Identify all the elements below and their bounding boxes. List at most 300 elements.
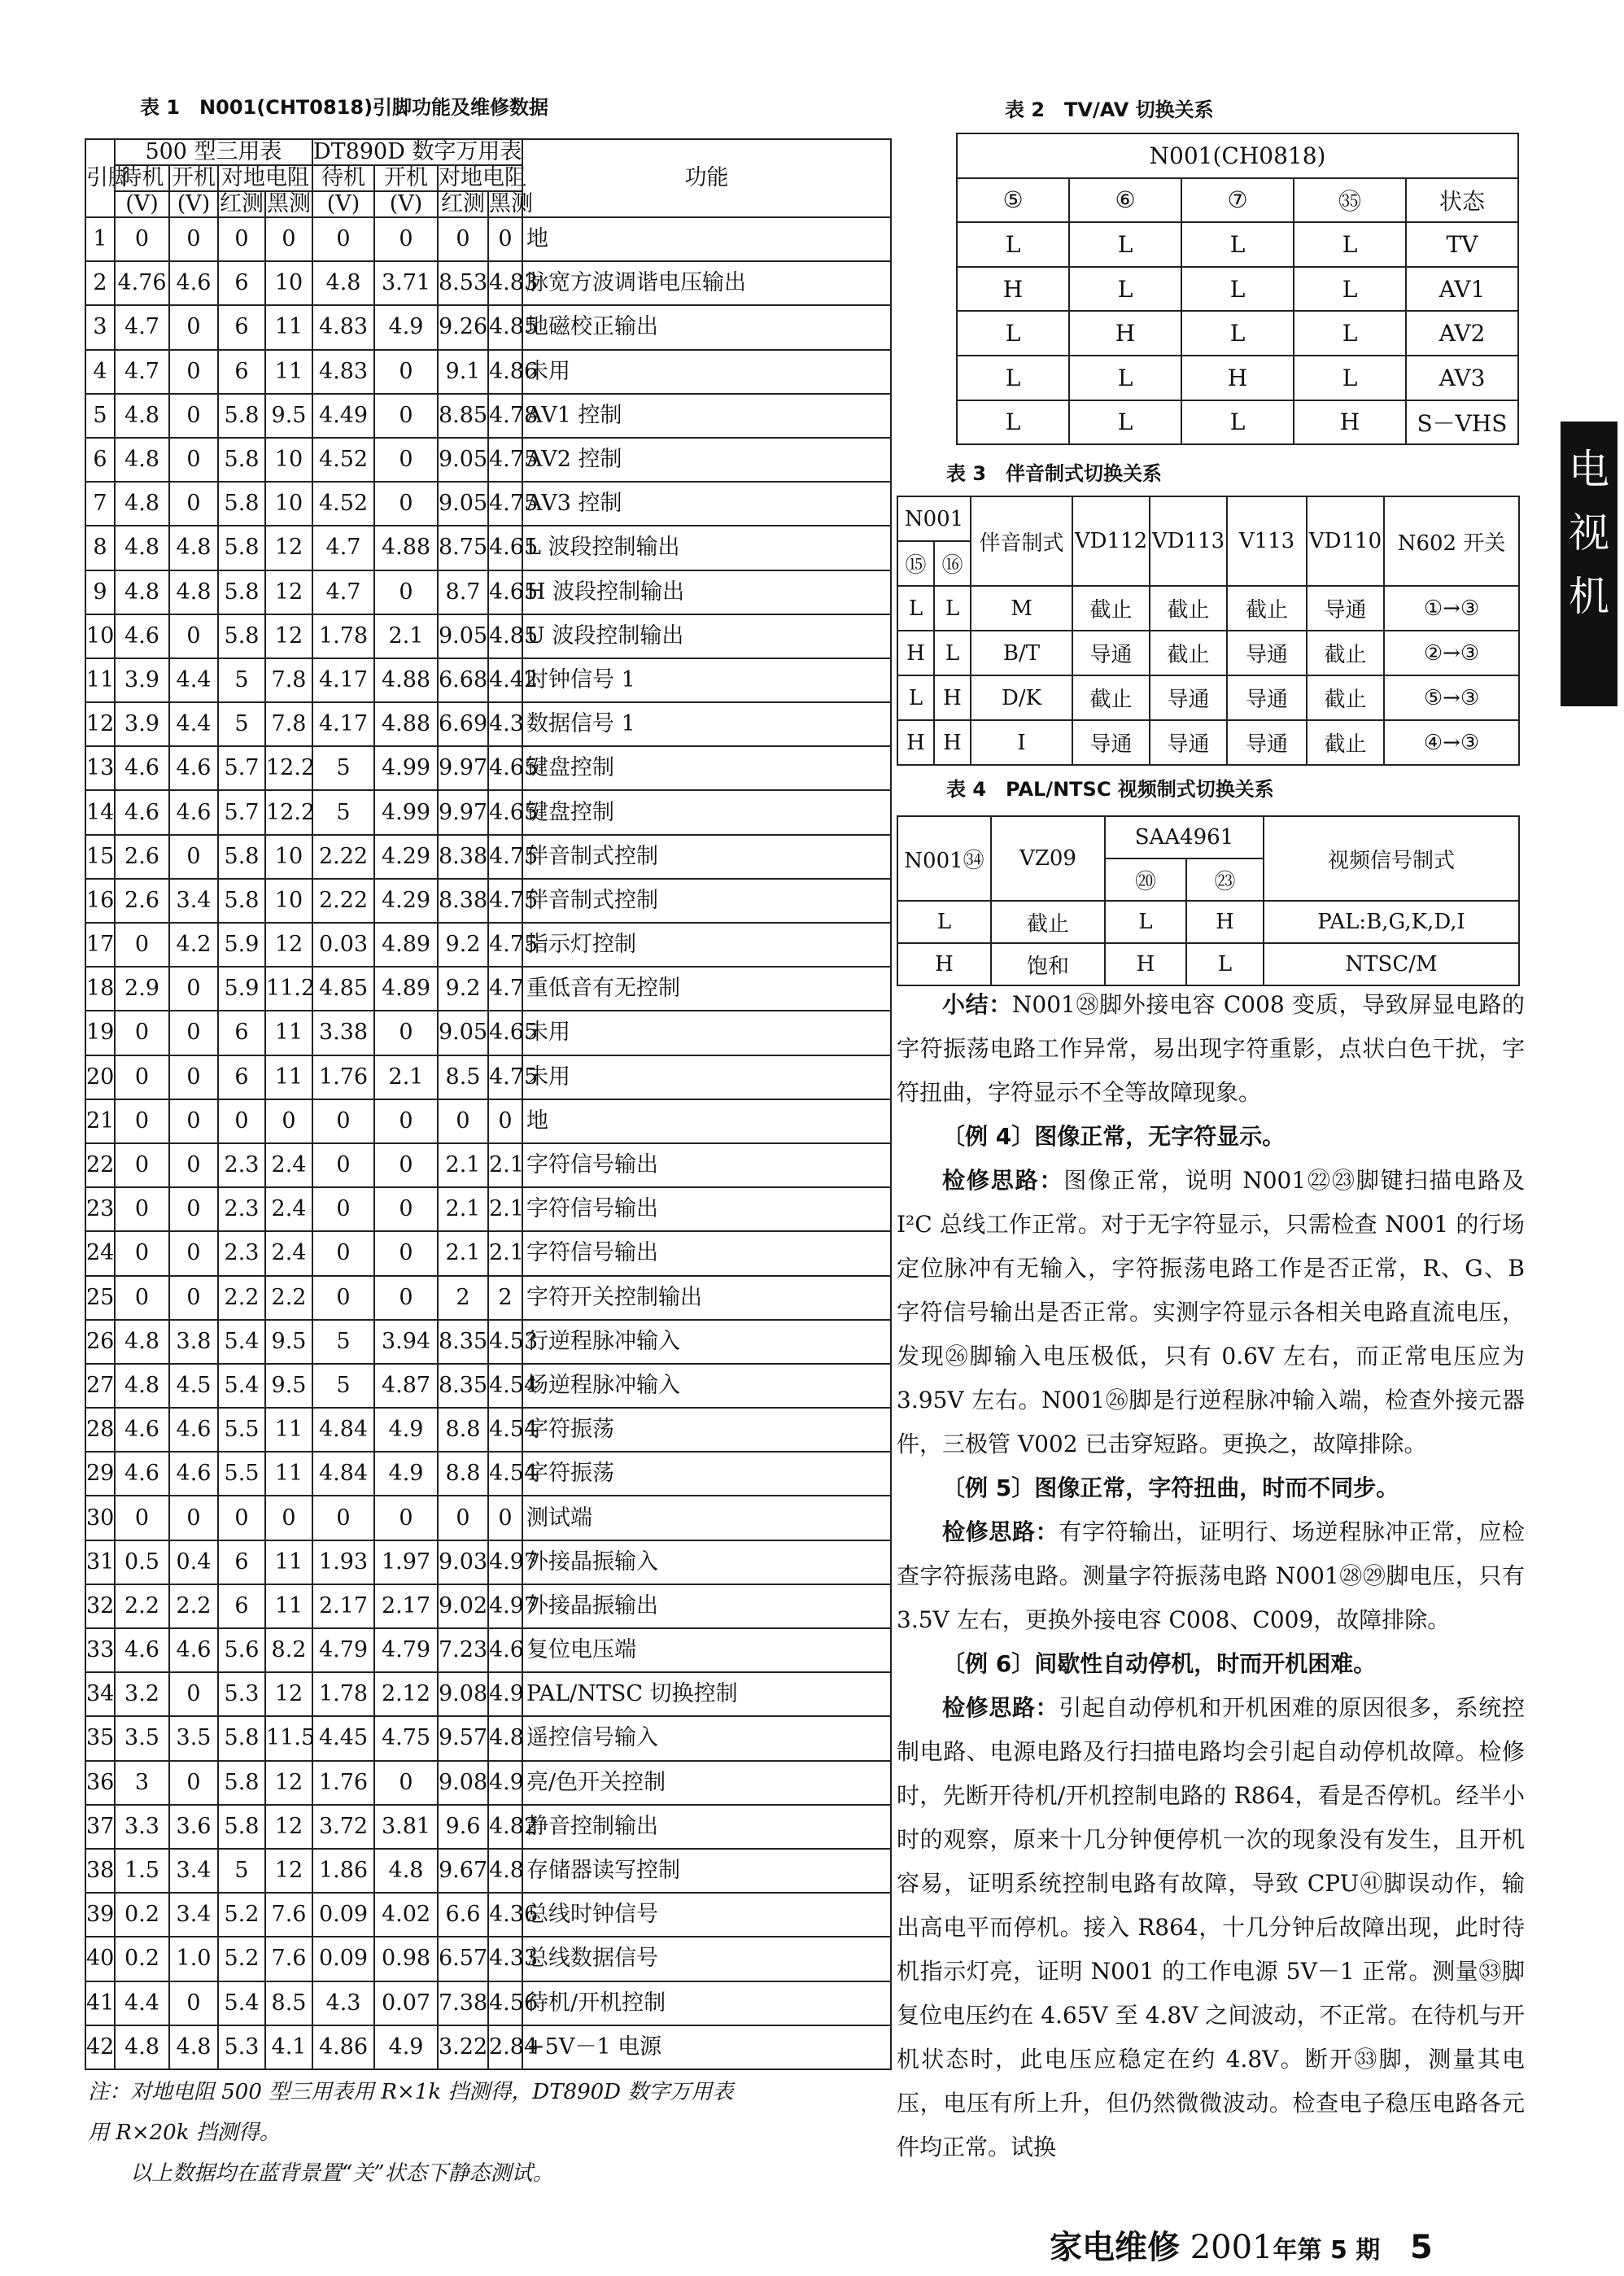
t4-h-saa: SAA4961 (1105, 816, 1264, 858)
table-cell: 7.6 (265, 1893, 312, 1937)
table-cell: 11 (265, 1408, 312, 1452)
table-cell: 2.1 (438, 1187, 488, 1231)
table-row (85, 1672, 891, 1716)
t3-h-n001: N001 (897, 496, 971, 541)
table-cell: 8.8 (438, 1408, 488, 1452)
table-cell: 27 (85, 1364, 115, 1408)
table1-note-3: 以上数据均在蓝背景置“关”状态下静态测试。 (130, 2161, 554, 2186)
table-cell: 0 (169, 1496, 218, 1540)
table-cell: 7.6 (265, 1937, 312, 1981)
table-cell: 21 (85, 1099, 115, 1143)
table-cell: 8.5 (438, 1055, 488, 1099)
table-cell: 键盘控制 (522, 790, 891, 834)
table-cell: 12 (265, 526, 312, 570)
t1-h-red2: 红测 (438, 191, 488, 217)
table-cell: 0 (374, 1496, 438, 1540)
table-cell: 2.17 (374, 1584, 438, 1628)
t1-h-volt4: (V) (374, 191, 438, 217)
table-cell: 3 (115, 1761, 169, 1805)
table-cell: 5.3 (218, 1672, 265, 1716)
table-cell: 7.8 (265, 658, 312, 702)
table-cell: H (897, 631, 934, 675)
table-cell: 5.8 (218, 835, 265, 879)
summary-paragraph: 小结：N001㉘脚外接电容 C008 变质，导致屏显电路的字符振荡电路工作异常，易出现字符重影，点状白色干扰，字符扭曲，字符显示不全等故障现象。 (897, 991, 1525, 1106)
table-cell: 11 (265, 1011, 312, 1055)
table-cell: 4.7 (488, 967, 522, 1011)
table-cell: I (971, 720, 1072, 765)
table-row (957, 267, 1518, 312)
table-cell: 复位电压端 (522, 1628, 891, 1672)
table-cell: 4.9 (374, 1408, 438, 1452)
table-cell: 3.8 (169, 1320, 218, 1364)
table-cell: 6.68 (438, 658, 488, 702)
table-cell: H (1294, 400, 1406, 445)
table-cell: 0 (312, 1496, 374, 1540)
header-cell: 状态 (1406, 178, 1518, 223)
table-cell: 4.1 (265, 2025, 312, 2069)
table-cell: 0 (374, 482, 438, 526)
table-cell: 字符振荡 (522, 1408, 891, 1452)
table-cell: 2.6 (115, 835, 169, 879)
table-cell: 12 (265, 1761, 312, 1805)
table-row (897, 720, 1519, 765)
table-cell: 2.2 (218, 1276, 265, 1320)
table-cell: 截止 (1307, 631, 1384, 675)
table-cell: 5.8 (218, 1805, 265, 1849)
table-cell: ②→③ (1384, 631, 1519, 675)
table-cell: 4.9 (374, 1452, 438, 1496)
table-cell: 18 (85, 967, 115, 1011)
table-cell: 0 (312, 217, 374, 261)
table-cell: AV3 控制 (522, 482, 891, 526)
table-cell: 4.4 (169, 702, 218, 746)
header-cell: ㉟ (1294, 178, 1406, 223)
table-cell: 0 (115, 1143, 169, 1187)
table-cell: 地磁校正输出 (522, 305, 891, 349)
table-cell: 0 (169, 967, 218, 1011)
table-cell: 4.9 (488, 1761, 522, 1805)
table-cell: 4.2 (169, 923, 218, 967)
table-row (85, 570, 891, 614)
table-cell: 9.26 (438, 305, 488, 349)
table-cell: M (971, 586, 1072, 631)
table-cell: 28 (85, 1408, 115, 1452)
table-cell: 0 (265, 1496, 312, 1540)
table1-caption: 表 1 N001(CHT0818)引脚功能及维修数据 (140, 96, 549, 119)
table-cell: 截止 (1227, 586, 1307, 631)
table-cell: 0.09 (312, 1893, 374, 1937)
table-cell: 4.56 (488, 1981, 522, 2025)
table-cell: 4.5 (169, 1364, 218, 1408)
table-cell: 4.8 (488, 1716, 522, 1760)
table-cell: 19 (85, 1011, 115, 1055)
table-cell: 0 (115, 217, 169, 261)
table-row (897, 675, 1519, 720)
table-cell: 3.6 (169, 1805, 218, 1849)
table-cell: 0.07 (374, 1981, 438, 2025)
table-cell: 4.6 (115, 1628, 169, 1672)
t1-h-on: 开机 (169, 165, 218, 191)
table-cell: 0 (438, 1496, 488, 1540)
table-cell: L (934, 631, 971, 675)
table-cell: 4.4 (169, 658, 218, 702)
table-cell: 7.23 (438, 1628, 488, 1672)
table-cell: 0 (488, 1099, 522, 1143)
table-cell: 0 (374, 1231, 438, 1275)
table4-caption: 表 4 PAL/NTSC 视频制式切换关系 (946, 778, 1274, 801)
table-cell: 1.93 (312, 1540, 374, 1584)
table-cell: 2.22 (312, 879, 374, 923)
table-cell: 4.8 (115, 1364, 169, 1408)
table-cell: 5.8 (218, 526, 265, 570)
table-cell: 5 (218, 702, 265, 746)
table-cell: 0 (265, 1099, 312, 1143)
table-cell: 4.17 (312, 658, 374, 702)
table-cell: 导通 (1150, 720, 1227, 765)
table-cell: PAL:B,G,K,D,I (1264, 901, 1519, 943)
table-cell: 4.49 (312, 394, 374, 438)
table-cell: 0 (169, 1672, 218, 1716)
table-cell: 5.9 (218, 923, 265, 967)
table-cell: 0 (169, 614, 218, 658)
table-cell: 静音控制输出 (522, 1805, 891, 1849)
table-cell: L (1294, 311, 1406, 356)
table-cell: 2.12 (374, 1672, 438, 1716)
table-cell: 4.85 (488, 305, 522, 349)
table-row (85, 1320, 891, 1364)
table-cell: 1.0 (169, 1937, 218, 1981)
table-cell: 截止 (1150, 631, 1227, 675)
table-cell: L (1294, 267, 1406, 312)
table-cell: 42 (85, 2025, 115, 2069)
table-cell: 0 (115, 923, 169, 967)
table-cell: 字符信号输出 (522, 1143, 891, 1187)
table-cell: 5.5 (218, 1452, 265, 1496)
table-cell: 12 (265, 1805, 312, 1849)
table-cell: 4.65 (488, 526, 522, 570)
table-cell: 4.6 (488, 1628, 522, 1672)
table-cell: 4.6 (169, 1408, 218, 1452)
table-cell: 4.7 (115, 350, 169, 394)
table-cell: 4.88 (374, 658, 438, 702)
table-cell: 场逆程脉冲输入 (522, 1364, 891, 1408)
table-cell: 伴音制式控制 (522, 879, 891, 923)
table-cell: 4.42 (488, 658, 522, 702)
table-cell: 0 (312, 1276, 374, 1320)
table-cell: L (897, 586, 934, 631)
table-cell: 9.5 (265, 1364, 312, 1408)
t1-h-func: 功能 (522, 139, 891, 217)
table-cell: 10 (265, 482, 312, 526)
table-cell: 5.8 (218, 438, 265, 482)
table-cell: U 波段控制输出 (522, 614, 891, 658)
table-cell: 4.83 (312, 350, 374, 394)
table-cell: 0.98 (374, 1937, 438, 1981)
table-cell: 2.1 (488, 1187, 522, 1231)
table-cell: 8.7 (438, 570, 488, 614)
table-cell: 存储器读写控制 (522, 1849, 891, 1893)
t1-h-meterdt: DT890D 数字万用表 (313, 139, 522, 164)
table-cell: 0 (169, 1099, 218, 1143)
table-cell: 8.35 (438, 1320, 488, 1364)
table-cell: 4.89 (374, 967, 438, 1011)
table-cell: 4.65 (488, 570, 522, 614)
table-row (85, 835, 891, 879)
table-cell: 9.2 (438, 967, 488, 1011)
table-cell: 字符开关控制输出 (522, 1276, 891, 1320)
table-cell: 4.6 (115, 614, 169, 658)
table-cell: 12 (265, 1849, 312, 1893)
table-cell: 2.22 (312, 835, 374, 879)
table-cell: 4.8 (115, 2025, 169, 2069)
table-cell: 9.08 (438, 1761, 488, 1805)
table-cell: L (1069, 356, 1181, 400)
table-cell: +5V－1 电源 (522, 2025, 891, 2069)
table-cell: 40 (85, 1937, 115, 1981)
table-cell: 22 (85, 1143, 115, 1187)
table-cell: 指示灯控制 (522, 923, 891, 967)
table-row (957, 400, 1518, 445)
header-cell: VD112 (1072, 496, 1150, 586)
table-cell: 0 (374, 1143, 438, 1187)
table-cell: 4.8 (115, 1320, 169, 1364)
header-cell: ⑤ (957, 178, 1069, 223)
table-cell: 3.22 (438, 2025, 488, 2069)
table-cell: 11 (265, 1584, 312, 1628)
table-cell: 4.29 (374, 879, 438, 923)
table-cell: 6.6 (438, 1893, 488, 1937)
table-cell: 2.84 (488, 2025, 522, 2069)
table-cell: 23 (85, 1187, 115, 1231)
table-cell: 4.54 (488, 1364, 522, 1408)
example4-heading: 〔例 4〕图像正常，无字符显示。 (942, 1123, 1286, 1150)
table-cell: 0 (115, 1231, 169, 1275)
table-cell: 4.84 (312, 1408, 374, 1452)
table-cell: 9.05 (438, 614, 488, 658)
table-row (957, 222, 1518, 267)
table-row (85, 1496, 891, 1540)
table-cell: 1.78 (312, 614, 374, 658)
t4-h-vz09: VZ09 (991, 816, 1105, 901)
table-cell: 11 (265, 350, 312, 394)
table-cell: AV1 (1406, 267, 1518, 312)
table-cell: 键盘控制 (522, 746, 891, 790)
table-cell: 1.86 (312, 1849, 374, 1893)
table-row (85, 1143, 891, 1187)
table-cell: 8.5 (265, 1981, 312, 2025)
table-cell: D/K (971, 675, 1072, 720)
table-row (897, 943, 1519, 985)
table-cell: 8.38 (438, 879, 488, 923)
t1-h-volt2: (V) (169, 191, 218, 217)
table-row (85, 702, 891, 746)
table-cell: 4.65 (488, 746, 522, 790)
table-cell: 9 (85, 570, 115, 614)
table-cell: 0 (169, 1187, 218, 1231)
table-cell: 待机/开机控制 (522, 1981, 891, 2025)
table-cell: 4.7 (312, 570, 374, 614)
table-cell: 4.99 (374, 746, 438, 790)
table-cell: L (1186, 943, 1264, 985)
table-cell: 30 (85, 1496, 115, 1540)
table-cell: 4.54 (488, 1452, 522, 1496)
table-cell: 4.33 (488, 1937, 522, 1981)
table-cell: 0 (115, 1496, 169, 1540)
table-cell: 0 (169, 835, 218, 879)
table-row (85, 614, 891, 658)
table-row (85, 482, 891, 526)
table-cell: 4.7 (115, 305, 169, 349)
table-cell: 脉宽方波调谐电压输出 (522, 261, 891, 305)
table-cell: 5.2 (218, 1937, 265, 1981)
table-cell: ⑤→③ (1384, 675, 1519, 720)
table-cell: 4.84 (312, 1452, 374, 1496)
table-cell: 4.75 (488, 879, 522, 923)
table-cell: 字符信号输出 (522, 1231, 891, 1275)
table-cell: 截止 (1150, 586, 1227, 631)
table-cell: 亮/色开关控制 (522, 1761, 891, 1805)
table-cell: 9.57 (438, 1716, 488, 1760)
table-cell: 地 (522, 217, 891, 261)
table-cell: 9.97 (438, 790, 488, 834)
table-cell: 字符振荡 (522, 1452, 891, 1496)
table-cell: 4.6 (169, 1452, 218, 1496)
table-cell: 4.65 (488, 790, 522, 834)
table-cell: H (957, 267, 1069, 312)
table-row (85, 746, 891, 790)
table-cell: 2.2 (115, 1584, 169, 1628)
t1-h-red: 红测 (220, 191, 264, 216)
table3-caption: 表 3 伴音制式切换关系 (946, 462, 1163, 485)
t3-h-p16: ⑯ (934, 541, 971, 586)
table-cell: L (957, 311, 1069, 356)
table-cell: 0 (374, 1099, 438, 1143)
table-cell: 20 (85, 1055, 115, 1099)
table-cell: 4.3 (312, 1981, 374, 2025)
table-cell: 25 (85, 1276, 115, 1320)
t4-h-p23: ㉓ (1186, 858, 1264, 901)
table-row (85, 658, 891, 702)
table-cell: 3.2 (115, 1672, 169, 1716)
t3-h-p15: ⑮ (897, 541, 934, 586)
table-cell: 截止 (1072, 675, 1150, 720)
table-cell: 6 (218, 1540, 265, 1584)
table-cell: 4.75 (374, 1716, 438, 1760)
table-cell: 8.75 (438, 526, 488, 570)
table-cell: 12 (265, 1672, 312, 1716)
table-cell: H (897, 720, 934, 765)
table-cell: L (1181, 311, 1294, 356)
table-cell: 4.6 (169, 790, 218, 834)
table-cell: 32 (85, 1584, 115, 1628)
table-row (85, 1628, 891, 1672)
table-cell: 0 (169, 1276, 218, 1320)
issue: 年第 5 期 (1273, 2236, 1381, 2265)
table-cell: 5.8 (218, 570, 265, 614)
table-cell: 4.8 (115, 482, 169, 526)
table-cell: 导通 (1072, 720, 1150, 765)
t1-h-standby2: 待机 (312, 165, 374, 191)
table-row (85, 1761, 891, 1805)
sound-system-table (897, 496, 1520, 766)
table-cell: 导通 (1227, 720, 1307, 765)
table-cell: 1.76 (312, 1055, 374, 1099)
table-row (85, 261, 891, 305)
t4-h-p20: ⑳ (1105, 858, 1186, 901)
table-cell: 时钟信号 1 (522, 658, 891, 702)
header-cell: VD110 (1307, 496, 1384, 586)
table-cell: 4.88 (374, 702, 438, 746)
table-cell: 5 (218, 1849, 265, 1893)
table-cell: 4.75 (488, 923, 522, 967)
table-cell: 截止 (991, 901, 1105, 943)
table-cell: 0 (169, 350, 218, 394)
table-cell: 2.4 (265, 1187, 312, 1231)
table-cell: 5.5 (218, 1408, 265, 1452)
table-cell: 7.38 (438, 1981, 488, 2025)
table-cell: H (1186, 901, 1264, 943)
table-cell: 4 (85, 350, 115, 394)
table-cell: 0 (374, 1761, 438, 1805)
table-cell: 4.36 (488, 1893, 522, 1937)
table-cell: 9.02 (438, 1584, 488, 1628)
table-row (85, 394, 891, 438)
table-cell: 16 (85, 879, 115, 923)
table-cell: 4.76 (115, 261, 169, 305)
t1-h-black: 黑测 (267, 191, 311, 216)
table-cell: AV2 控制 (522, 438, 891, 482)
table-cell: H (897, 943, 991, 985)
year: 2001 (1190, 2229, 1273, 2266)
table-cell: 外接晶振输出 (522, 1584, 891, 1628)
table-cell: 9.05 (438, 1011, 488, 1055)
table-cell: S－VHS (1406, 400, 1518, 445)
table-row (85, 967, 891, 1011)
table-cell: 2.1 (488, 1143, 522, 1187)
example6-heading: 〔例 6〕间歇性自动停机，时而开机困难。 (942, 1650, 1377, 1677)
table-cell: 0 (265, 217, 312, 261)
table-cell: 0 (218, 217, 265, 261)
table-cell: 6 (218, 305, 265, 349)
table-cell: 2.1 (438, 1231, 488, 1275)
table-cell: 12.2 (265, 746, 312, 790)
table-cell: 4.7 (312, 526, 374, 570)
table2-title: N001(CH0818) (957, 133, 1518, 178)
table-cell: 5.8 (218, 879, 265, 923)
table-cell: 4.6 (115, 746, 169, 790)
table-cell: 8.53 (438, 261, 488, 305)
example4-paragraph: 检修思路：图像正常，说明 N001㉒㉓脚键扫描电路及 I²C 总线工作正常。对于无字符显示，只需检查 N001 的行场定位脉冲有无输入，字符振荡电路工作是否正常，R、G、B 字符信号输出是否正常。实测字符显示各相关电路直流电压，发现㉖脚输入电压极低，只有 0.6V 左右，而正常电压应为 3.95V 左右。N001㉖脚是行逆程脉冲输入端，检查外接元器件，三极管 V002 已击穿短路。更换之，故障排除。 (897, 1167, 1525, 1457)
table-row (897, 586, 1519, 631)
table-cell: 4.8 (115, 438, 169, 482)
table-cell: 1.78 (312, 1672, 374, 1716)
table-cell: 地 (522, 1099, 891, 1143)
table-cell: 5.4 (218, 1364, 265, 1408)
table-cell: 4.75 (488, 438, 522, 482)
table-cell: 4.8 (115, 394, 169, 438)
table-cell: 41 (85, 1981, 115, 2025)
table-cell: L (1181, 400, 1294, 445)
header-cell: ⑦ (1181, 178, 1294, 223)
table-cell: H (934, 720, 971, 765)
table-cell: 33 (85, 1628, 115, 1672)
table-cell: 8.8 (438, 1452, 488, 1496)
table-cell: 4.85 (312, 967, 374, 1011)
table-cell: 11.5 (265, 1716, 312, 1760)
table-cell: 0 (169, 1761, 218, 1805)
table-cell: 9.97 (438, 746, 488, 790)
table-cell: 0 (218, 1496, 265, 1540)
